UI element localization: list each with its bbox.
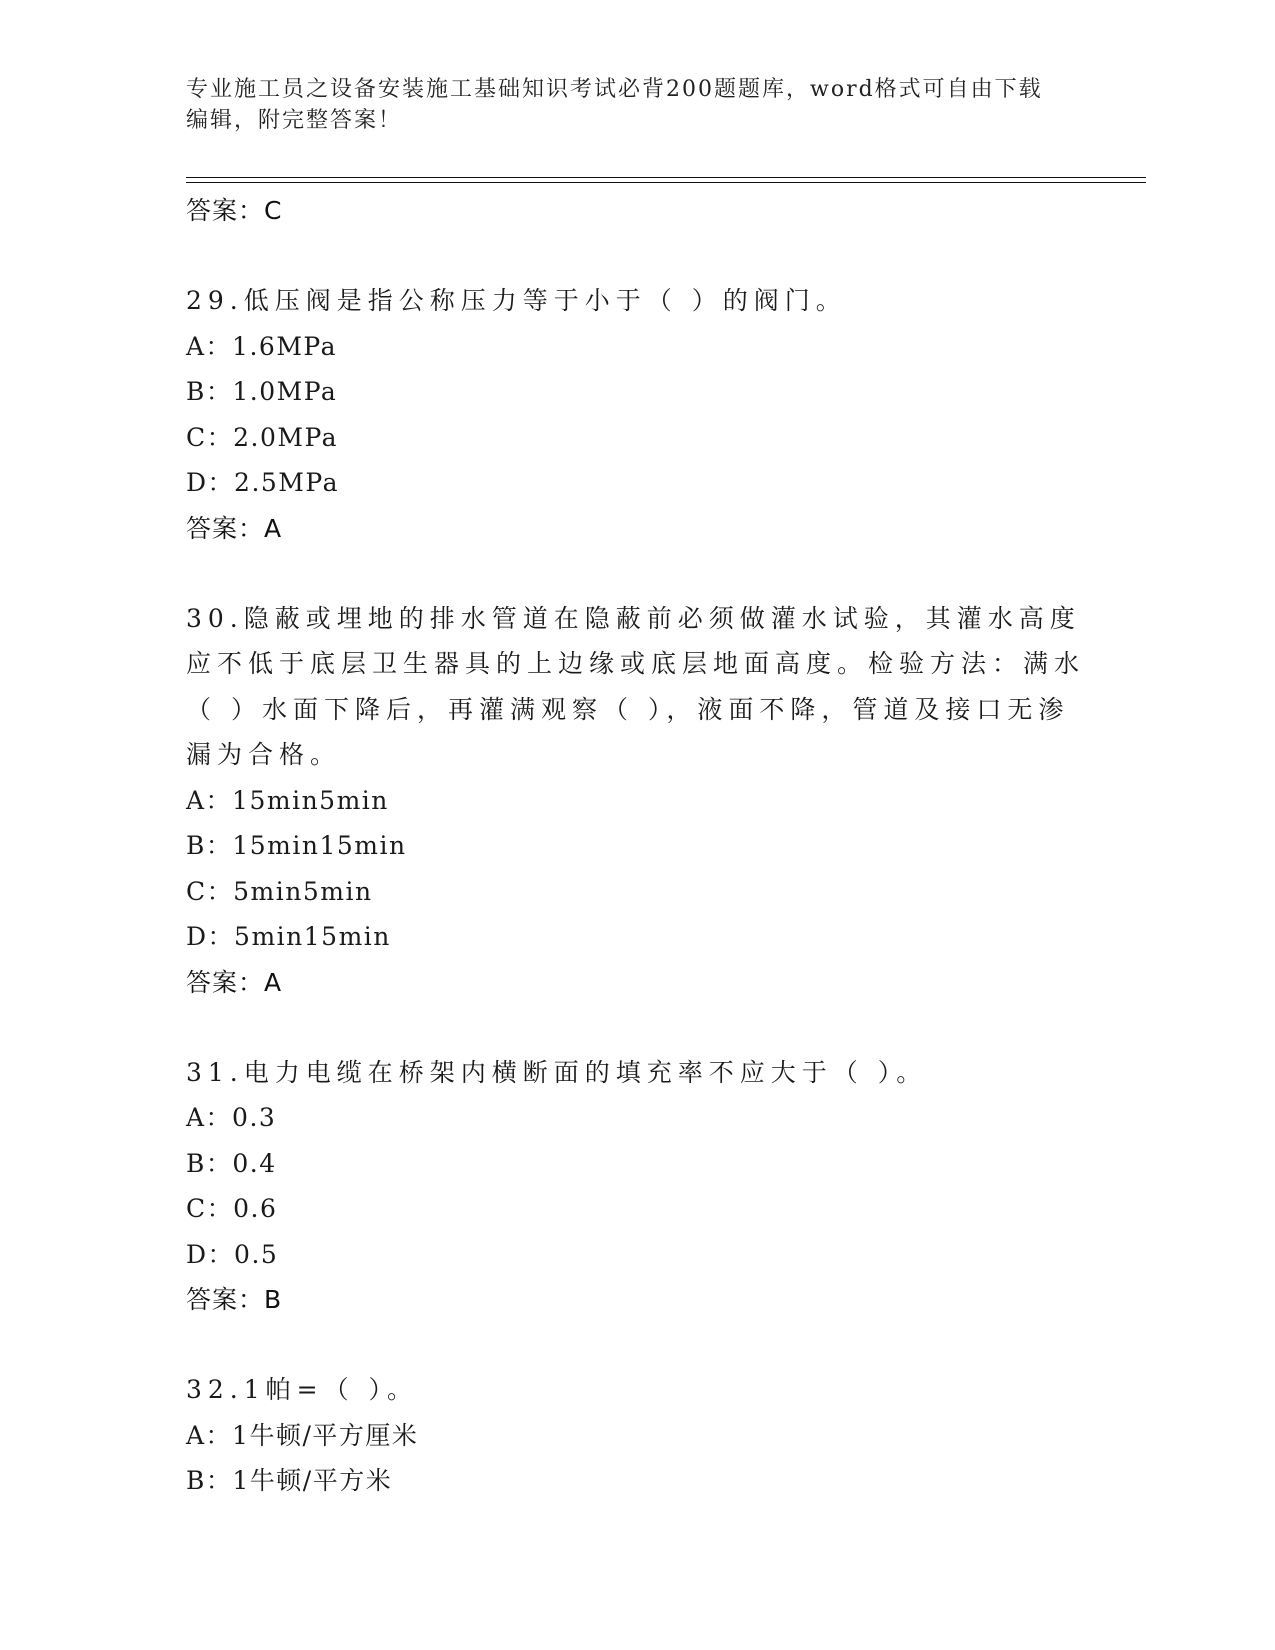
- question-29: [186, 278, 1086, 552]
- option-b: B：0.4: [186, 1148, 277, 1178]
- spacer: [186, 1006, 1086, 1050]
- option-c: C：2.0MPa: [186, 422, 339, 452]
- option-d: D：0.5: [186, 1239, 279, 1269]
- question-stem: 30.隐蔽或埋地的排水管道在隐蔽前必须做灌水试验，其灌水高度应不低于底层卫生器具的上边缘或底层地面高度。检验方法：满水（ ）水面下降后，再灌满观察（ ），液面不降，管道及接口无渗漏为合格。: [186, 603, 1086, 769]
- option-a: A：1.6MPa: [186, 331, 338, 361]
- option-d: D：5min15min: [186, 922, 391, 951]
- question-answer: 答案：B: [186, 1285, 283, 1314]
- option-b: B：1牛顿/平方米: [186, 1466, 393, 1495]
- question-stem: 31.电力电缆在桥架内横断面的填充率不应大于（ ）。: [186, 1057, 928, 1087]
- option-a: A：15min5min: [186, 785, 389, 815]
- header-rule-bottom: [186, 182, 1146, 183]
- question-stem: 32.1帕=（ ）。: [186, 1375, 419, 1404]
- option-c: C：5min5min: [186, 876, 373, 906]
- header-rule-top: [186, 177, 1146, 178]
- question-answer: 答案：A: [186, 513, 283, 543]
- question-stem: 29.低压阀是指公称压力等于小于（ ）的阀门。: [186, 286, 847, 315]
- document-body: [186, 188, 1086, 1504]
- previous-answer: 答案：C: [186, 196, 283, 225]
- option-a: A：1牛顿/平方厘米: [186, 1420, 419, 1450]
- question-32: [186, 1367, 1086, 1504]
- question-30: [186, 596, 1086, 1006]
- spacer: [186, 552, 1086, 596]
- spacer: [186, 234, 1086, 278]
- option-a: A：0.3: [186, 1103, 277, 1132]
- option-b: B：1.0MPa: [186, 377, 338, 406]
- option-c: C：0.6: [186, 1194, 278, 1223]
- question-31: [186, 1050, 1086, 1324]
- question-answer: 答案：A: [186, 967, 283, 997]
- header-line-1: 专业施工员之设备安装施工基础知识考试必背200题题库，word格式可自由下载: [186, 77, 1043, 102]
- spacer: [186, 1323, 1086, 1367]
- option-b: B：15min15min: [186, 831, 407, 860]
- document-header: [186, 74, 1086, 136]
- header-line-2: 编辑，附完整答案！: [186, 108, 403, 133]
- option-d: D：2.5MPa: [186, 468, 340, 497]
